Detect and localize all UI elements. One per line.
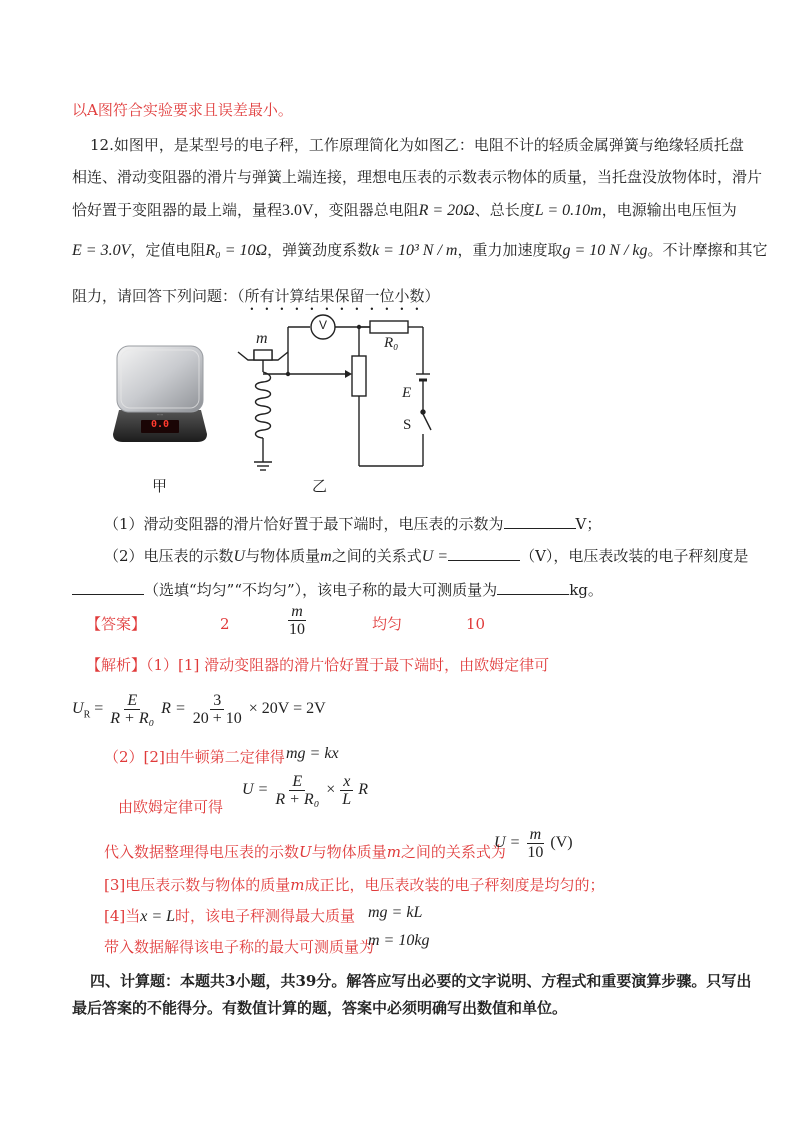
figure-label-jia: 甲 xyxy=(152,477,168,495)
equation-1-f2-den: 20 + 10 xyxy=(192,710,242,727)
equation-3-f1-num: E xyxy=(289,773,305,791)
answer-2-num: m xyxy=(288,603,306,621)
equation-4 xyxy=(494,826,573,861)
equation-3-f2-num: x xyxy=(340,773,353,791)
analysis-line-1-text: （1）[1] 滑动变阻器的滑片恰好置于最下端时，由欧姆定律可 xyxy=(146,656,550,674)
question-2-blank-2[interactable] xyxy=(72,578,144,595)
analysis-line-3: 由欧姆定律可得 xyxy=(118,798,224,816)
section-4-line-1: 四、计算题：本题共3小题，共39分。解答应写出必要的文字说明、方程式和重要演算步骤。只写出 xyxy=(90,972,752,990)
problem-line-5-a: 阻力，请回答下列问题：（ xyxy=(72,287,245,305)
equation-4-tail: (V) xyxy=(550,834,573,852)
question-2-text-b: 与物体质量 xyxy=(245,547,321,565)
question-2-text-c: 之间的关系式 xyxy=(331,547,422,565)
problem-line-4-c: ，重力加速度取 xyxy=(457,241,563,259)
question-2-blank-1[interactable] xyxy=(448,544,520,561)
question-1-blank[interactable] xyxy=(504,512,576,529)
equation-3-lhs: U = xyxy=(242,781,269,799)
question-1-text: （1）滑动变阻器的滑片恰好置于最下端时，电压表的示数为 xyxy=(104,515,504,533)
equation-3-times: × xyxy=(326,781,336,799)
fixed-resistor-value: R₀ = 10Ω xyxy=(205,242,268,259)
range-value: 3.0V xyxy=(282,202,314,219)
analysis-line-6-a: [4]当 xyxy=(104,907,141,925)
problem-line-5-b: ） xyxy=(424,287,440,305)
analysis-line-5-a: [3]电压表示数与物体的质量 xyxy=(104,876,291,894)
problem-line-4-b: ，弹簧劲度系数 xyxy=(267,241,373,259)
answer-1: 2 xyxy=(220,615,230,633)
question-2-text-f: kg。 xyxy=(569,581,603,599)
equation-1-tail: × 20V = 2V xyxy=(248,700,326,718)
analysis-line-5-b: 成正比，电压表改装的电子秤刻度是均匀的； xyxy=(304,876,605,894)
switch-label: S xyxy=(403,417,412,433)
answer-2 xyxy=(286,603,308,638)
fixed-resistor-label: R₀ xyxy=(384,335,399,351)
problem-line-4-d: 。不计摩擦和其它 xyxy=(647,241,768,259)
figure-scale-photo xyxy=(105,338,215,448)
problem-line-3 xyxy=(72,200,737,221)
equation-1-lhs-sub: R xyxy=(83,709,91,721)
question-2-blank-3[interactable] xyxy=(497,578,569,595)
analysis-line-6 xyxy=(104,906,355,927)
analysis-line-4 xyxy=(104,842,506,862)
question-2-text-a: （2）电压表的示数 xyxy=(104,547,234,565)
length-value: L = 0.10m xyxy=(534,202,602,219)
question-2-cont xyxy=(72,578,603,600)
analysis-line-7: 带入数据解得该电子称的最大可测质量为 xyxy=(104,938,375,956)
analysis-line-1 xyxy=(86,655,549,675)
analysis-line-5 xyxy=(104,875,605,895)
voltmeter-label: V xyxy=(318,318,327,332)
question-1 xyxy=(104,512,601,534)
analysis-line-4-c: 之间的关系式为 xyxy=(400,843,506,861)
question-2 xyxy=(104,544,748,567)
answer-3: 均匀 xyxy=(372,615,403,633)
problem-line-3-b: ，变阻器总电阻 xyxy=(313,201,419,219)
equation-1-f1-den: R + R₀ xyxy=(110,710,155,727)
equation-3-tail: R xyxy=(358,781,368,799)
analysis-label: 【解析】 xyxy=(86,656,147,674)
previous-answer-line: 以A图符合实验要求且误差最小。 xyxy=(72,101,293,119)
analysis-line-5-m: m xyxy=(290,876,305,894)
question-2-text-e: （选填“均匀”“不均匀”），该电子称的最大可测质量为 xyxy=(144,581,498,599)
equation-3-f1-den: R + R₀ xyxy=(275,791,320,808)
analysis-line-6-eq: x = L xyxy=(140,908,176,925)
problem-line-5 xyxy=(72,286,440,314)
problem-line-3-a: 恰好置于变阻器的最上端，量程 xyxy=(72,201,283,219)
problem-line-1: 12.如图甲，是某型号的电子秤，工作原理简化为如图乙：电阻不计的轻质金属弹簧与绝缘轻质托盘 xyxy=(90,136,744,154)
equation-1-f1-num: E xyxy=(124,692,140,710)
equation-1-mid: R = xyxy=(161,700,186,718)
analysis-line-6-b: 时，该电子秤测得最大质量 xyxy=(175,907,356,925)
equation-3-f2-den: L xyxy=(342,791,352,808)
answer-label: 【答案】 xyxy=(86,615,147,633)
gravity-value: g = 10 N / kg xyxy=(562,242,648,259)
rounding-note: 所有计算结果保留一位小数 xyxy=(244,287,425,305)
equation-1: $U_R$ = $\frac{E}{\text{R + R₀}}$ R = $\frac{3}{20 + 10}$ × 20V = 2V xyxy=(72,692,326,727)
question-2-text-d: （V），电压表改装的电子秤刻度是 xyxy=(520,547,749,565)
problem-line-2: 相连、滑动变阻器的滑片与弹簧上端连接，理想电压表的示数表示物体的质量，当托盘没放物体时，滑片 xyxy=(72,168,763,186)
analysis-line-2: （2）[2]由牛顿第二定律得 xyxy=(104,748,285,766)
analysis-line-4-b: 与物体质量 xyxy=(311,843,387,861)
answer-4: 10 xyxy=(466,615,486,633)
emf-value: E = 3.0V xyxy=(72,242,131,259)
equation-4-num: m xyxy=(527,826,545,844)
problem-line-4-a: ，定值电阻 xyxy=(130,241,206,259)
question-2-U-eq: U = xyxy=(421,548,449,565)
figure-label-yi: 乙 xyxy=(312,477,328,495)
question-2-U: U xyxy=(233,548,246,565)
equation-4-lhs: U = xyxy=(494,834,521,852)
equation-6: mg = kL xyxy=(368,904,423,921)
analysis-line-4-a: 代入数据整理得电压表的示数 xyxy=(104,843,300,861)
svg-text:·····: ····· xyxy=(156,412,164,418)
section-4-line-2: 最后答案的不能得分。有数值计算的题，答案中必须明确写出数值和单位。 xyxy=(72,999,568,1017)
analysis-line-4-m: m xyxy=(386,843,401,861)
equation-1-lhs: U xyxy=(72,700,84,718)
battery-label: E xyxy=(402,385,412,401)
equation-2: mg = kx xyxy=(286,745,339,762)
scale-display-readout: 0.0 xyxy=(150,419,170,430)
electronic-scale-image xyxy=(105,338,215,448)
analysis-line-4-U: U xyxy=(299,843,312,861)
answer-2-den: 10 xyxy=(289,621,305,638)
question-2-m: m xyxy=(320,548,332,565)
problem-line-3-c: 、总长度 xyxy=(474,201,535,219)
spring-constant-value: k = 10³ N / m xyxy=(372,242,458,259)
mass-label: m xyxy=(256,330,268,347)
equation-4-den: 10 xyxy=(527,844,544,861)
resistance-value: R = 20Ω xyxy=(418,202,475,219)
problem-line-4 xyxy=(72,240,768,261)
equation-7: m = 10kg xyxy=(368,932,430,949)
equation-1-f2-num: 3 xyxy=(210,692,224,710)
question-1-unit: V； xyxy=(575,515,602,533)
equation-3 xyxy=(242,773,368,808)
problem-line-3-d: ，电源输出电压恒为 xyxy=(601,201,737,219)
